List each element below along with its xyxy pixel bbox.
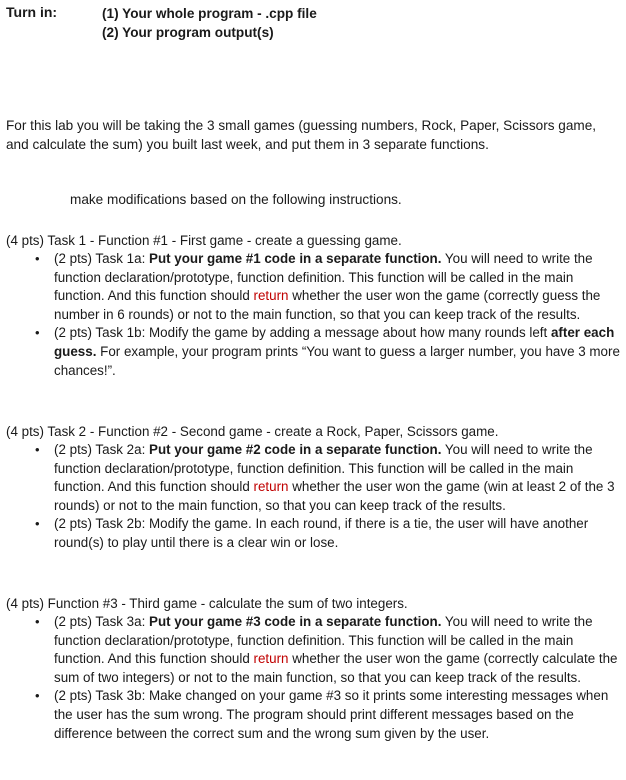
intro-paragraph: For this lab you will be taking the 3 small games (guessing numbers, Rock, Paper, Scissors game, and calculate the sum) you built last week, and put them in 3 separate functions.: [6, 118, 597, 152]
task-1a-suffix: whether the user won the game (correctly guess the number in 6 rounds) or not to the main function, so that you can keep track of the results.: [54, 288, 601, 322]
task-1-title: (4 pts) Task 1 - Function #1 - First game - create a guessing game.: [6, 233, 402, 248]
task-2b: [6, 515, 620, 552]
task-2-section: [6, 422, 620, 553]
task-1b: [6, 324, 620, 380]
bullet-icon: •: [35, 614, 40, 629]
bullet-icon: •: [35, 442, 40, 457]
turn-in-item: (2) Your program output(s): [102, 25, 274, 40]
task-1a: [6, 250, 620, 324]
turn-in-item: (1) Your whole program - .cpp file: [102, 6, 317, 21]
task-3a-return-keyword: return: [253, 651, 289, 667]
task-3a-mid: You will need to write the function declaration/prototype, function definition. This function will be called in the main function. And this function should: [54, 614, 593, 667]
bullet-icon: •: [35, 516, 40, 532]
turn-in-list: [102, 4, 317, 42]
task-3-title: (4 pts) Function #3 - Third game - calculate the sum of two integers.: [6, 596, 408, 611]
bullet-icon: •: [35, 688, 40, 704]
task-2a-prefix: (2 pts) Task 2a:: [54, 442, 150, 457]
modifications-line: make modifications based on the following instructions.: [70, 192, 402, 207]
task-1b-bold: after each guess.: [54, 325, 615, 359]
task-3-section: [6, 594, 620, 743]
task-1a-bold: Put your game #1 code in a separate function.: [149, 251, 442, 266]
task-2a-bold: Put your game #2 code in a separate function.: [149, 442, 442, 457]
task-2a-mid: You will need to write the function declaration/prototype, function definition. This function will be called in the main function. And this function should: [54, 442, 593, 495]
task-3a-prefix: (2 pts) Task 3a:: [54, 614, 150, 629]
task-2-bullets: [6, 441, 620, 553]
task-1-section: [6, 231, 620, 380]
task-3a-bold: Put your game #3 code in a separate function.: [149, 614, 442, 629]
task-1b-prefix: (2 pts) Task 1b: Modify the game by adding a message about how many rounds left: [54, 325, 551, 341]
task-1a-return-keyword: return: [253, 288, 289, 304]
task-3b: [6, 687, 620, 743]
task-2b-text: (2 pts) Task 2b: Modify the game. In each round, if there is a tie, the user will have another round(s) to play until there is a clear win or lose.: [54, 516, 589, 550]
turn-in-label: Turn in:: [6, 4, 58, 20]
task-2a-return-keyword: return: [253, 479, 289, 495]
task-1b-suffix: For example, your program prints “You want to guess a larger number, you have 3 more chances!”.: [54, 343, 620, 378]
task-3-bullets: [6, 613, 620, 743]
bullet-icon: •: [35, 325, 40, 341]
task-1-bullets: [6, 250, 620, 380]
bullet-icon: •: [35, 251, 40, 266]
task-2a: [6, 441, 620, 515]
task-3b-text: (2 pts) Task 3b: Make changed on your game #3 so it prints some interesting messages when the user has the sum wrong. The program should print different messages based on the difference between the correct sum and the wrong sum given by the user.: [54, 688, 609, 741]
task-3a-suffix: whether the user won the game (correctly calculate the sum of two integers) or not to the main function, so that you can keep track of the results.: [54, 651, 618, 685]
task-1a-mid: You will need to write the function declaration/prototype, function definition. This function will be called in the main function. And this function should: [54, 251, 593, 304]
task-3a: [6, 613, 620, 687]
task-2a-suffix: whether the user won the game (win at least 2 of the 3 rounds) or not to the main function, so that you can keep track of the results.: [54, 479, 615, 513]
task-1a-prefix: (2 pts) Task 1a:: [54, 251, 150, 266]
task-2-title: (4 pts) Task 2 - Function #2 - Second game - create a Rock, Paper, Scissors game.: [6, 424, 499, 439]
